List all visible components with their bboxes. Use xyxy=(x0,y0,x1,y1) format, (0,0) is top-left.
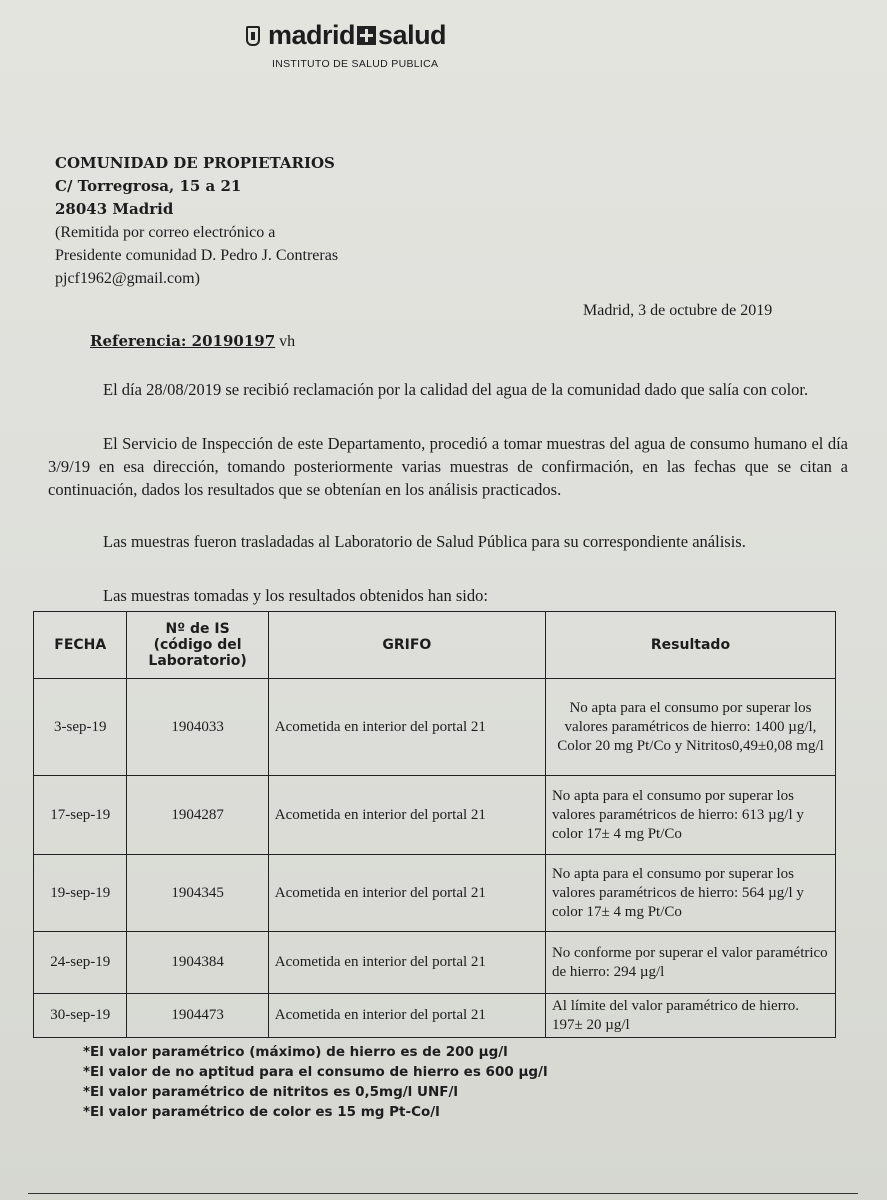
note-color: *El valor paramétrico de color es 15 mg Pt-Co/l xyxy=(83,1104,440,1120)
recipient-city: 28043 Madrid xyxy=(55,200,174,218)
header-resultado: Resultado xyxy=(545,612,835,679)
table-header-row xyxy=(34,612,836,679)
results-table xyxy=(33,611,836,1038)
madrid-salud-logo xyxy=(246,22,486,49)
reference-number: Referencia: 20190197 xyxy=(90,332,276,350)
cell-is: 1904473 xyxy=(127,994,268,1038)
recipient-email: pjcf1962@gmail.com) xyxy=(55,270,200,287)
cell-resultado: Al límite del valor paramétrico de hierro. 197± 20 µg/l xyxy=(545,994,835,1038)
cell-fecha: 24-sep-19 xyxy=(34,932,127,994)
header-is-line1: Nº de IS xyxy=(165,621,230,637)
cell-grifo: Acometida en interior del portal 21 xyxy=(268,932,545,994)
recipient-address xyxy=(55,152,338,290)
logo-word-salud: salud xyxy=(378,20,447,50)
cell-resultado: No apta para el consumo por superar los valores paramétricos de hierro: 564 µg/l y color 17± 4 mg Pt/Co xyxy=(545,855,835,932)
cell-is: 1904345 xyxy=(127,855,268,932)
recipient-name: COMUNIDAD DE PROPIETARIOS xyxy=(55,154,335,172)
table-row xyxy=(34,679,836,776)
cell-resultado: No apta para el consumo por superar los valores paramétricos de hierro: 1400 µg/l, Color 20 mg Pt/Co y Nitritos0,49±0,08 mg/l xyxy=(545,679,835,776)
recipient-note-1: (Remitida por correo electrónico a xyxy=(55,224,276,241)
note-iron-max: *El valor paramétrico (máximo) de hierro es de 200 µg/l xyxy=(83,1044,508,1060)
cell-is: 1904287 xyxy=(127,776,268,855)
table-row xyxy=(34,932,836,994)
header-is-line3: Laboratorio) xyxy=(148,653,247,669)
reference xyxy=(90,332,295,351)
cell-fecha: 19-sep-19 xyxy=(34,855,127,932)
table-row xyxy=(34,776,836,855)
paragraph-results-intro: Las muestras tomadas y los resultados obtenidos han sido: xyxy=(103,586,488,605)
logo-word-madrid: madrid xyxy=(268,20,356,50)
cell-grifo: Acometida en interior del portal 21 xyxy=(268,994,545,1038)
cell-is: 1904033 xyxy=(127,679,268,776)
health-cross-icon xyxy=(357,26,376,45)
madrid-shield-icon xyxy=(246,26,260,46)
header-is xyxy=(127,612,268,679)
cell-fecha: 30-sep-19 xyxy=(34,994,127,1038)
parameter-notes xyxy=(83,1042,548,1122)
header-fecha: FECHA xyxy=(34,612,127,679)
cell-fecha: 3-sep-19 xyxy=(34,679,127,776)
note-iron-unfit: *El valor de no aptitud para el consumo de hierro es 600 µg/l xyxy=(83,1064,548,1080)
cell-grifo: Acometida en interior del portal 21 xyxy=(268,776,545,855)
header-is-line2: (código del xyxy=(153,637,242,653)
paragraph-complaint: El día 28/08/2019 se recibió reclamación por la calidad del agua de la comunidad dado que salía con color. xyxy=(103,380,809,399)
table-row xyxy=(34,994,836,1038)
reference-suffix: vh xyxy=(275,333,296,350)
note-nitrites: *El valor paramétrico de nitritos es 0,5mg/l UNF/l xyxy=(83,1084,459,1100)
cell-grifo: Acometida en interior del portal 21 xyxy=(268,855,545,932)
cell-is: 1904384 xyxy=(127,932,268,994)
header-grifo: GRIFO xyxy=(268,612,545,679)
cell-resultado: No apta para el consumo por superar los valores paramétricos de hierro: 613 µg/l y color 17± 4 mg Pt/Co xyxy=(545,776,835,855)
table-row xyxy=(34,855,836,932)
paragraph-inspection: El Servicio de Inspección de este Departamento, procedió a tomar muestras del agua de consumo humano el día 3/9/19 en esa dirección, tomando posteriormente varias muestras de confirmación, en las fechas que se citan a continuación, dados los resultados que se obtenían en los análisis practicados. xyxy=(48,434,848,499)
letter-date: Madrid, 3 de octubre de 2019 xyxy=(583,302,773,319)
institute-subtitle: INSTITUTO DE SALUD PUBLICA xyxy=(272,58,439,70)
cell-resultado: No conforme por superar el valor paramétrico de hierro: 294 µg/l xyxy=(545,932,835,994)
recipient-note-2: Presidente comunidad D. Pedro J. Contreras xyxy=(55,247,339,264)
cell-grifo: Acometida en interior del portal 21 xyxy=(268,679,545,776)
recipient-street: C/ Torregrosa, 15 a 21 xyxy=(55,177,242,195)
paragraph-laboratory: Las muestras fueron trasladadas al Laboratorio de Salud Pública para su correspondiente análisis. xyxy=(103,532,746,551)
footer-rule xyxy=(28,1193,858,1194)
cell-fecha: 17-sep-19 xyxy=(34,776,127,855)
